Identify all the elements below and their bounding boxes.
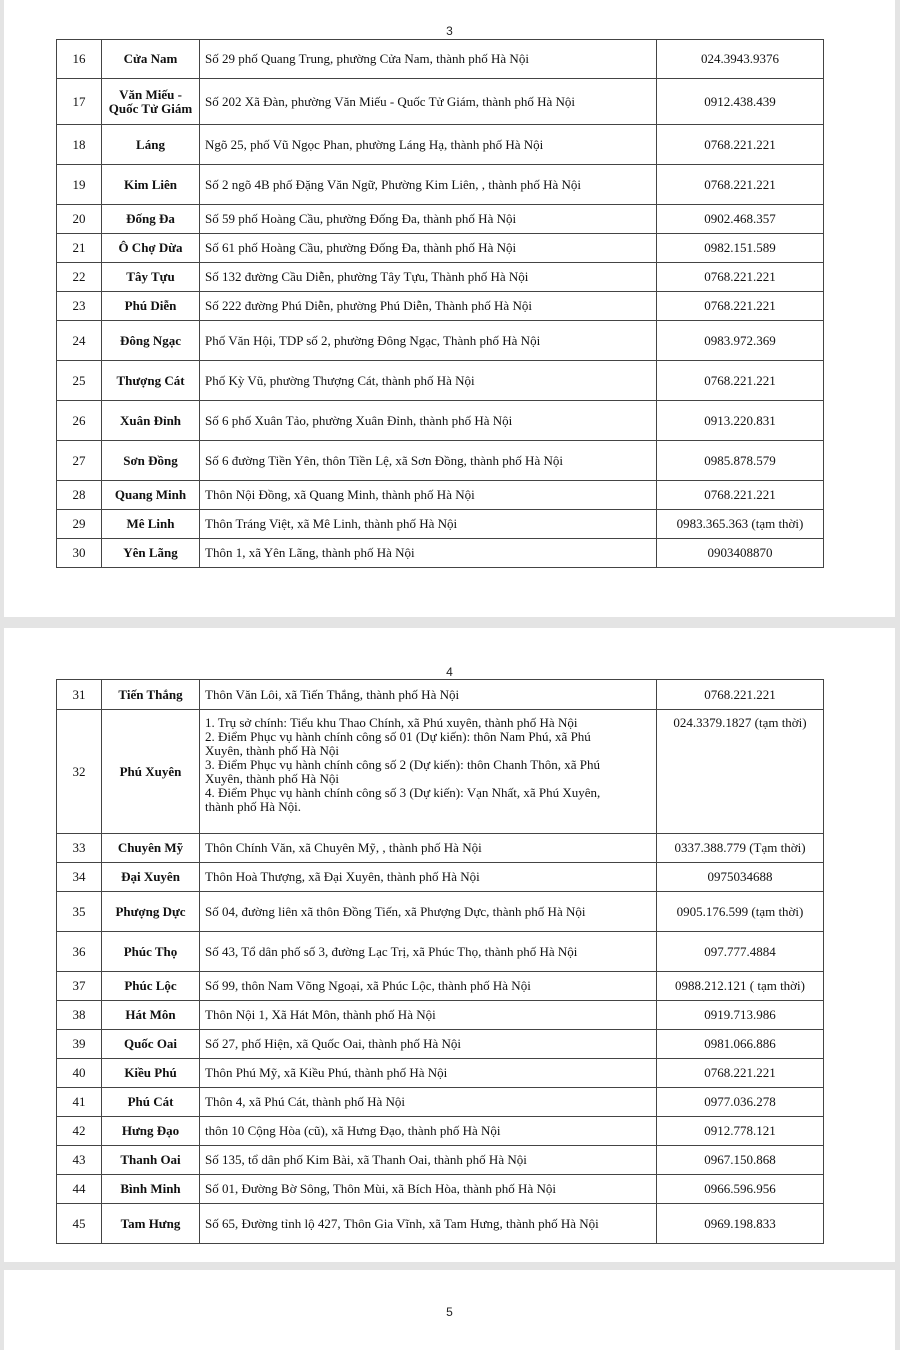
table-row [57,1001,824,1030]
row-number-cell: 20 [57,205,102,234]
row-number-cell: 19 [57,165,102,205]
row-number-cell: 28 [57,481,102,510]
office-name-cell: Đại Xuyên [102,863,200,892]
phone-cell: 0975034688 [657,863,824,892]
table-row [57,401,824,441]
address-cell: Thôn Hoà Thượng, xã Đại Xuyên, thành phố Hà Nội [200,863,657,892]
phone-cell: 0768.221.221 [657,361,824,401]
row-number-cell: 25 [57,361,102,401]
table-row [57,263,824,292]
row-number-cell: 18 [57,125,102,165]
office-name-cell: Chuyên Mỹ [102,834,200,863]
row-number-cell: 22 [57,263,102,292]
phone-cell: 0988.212.121 ( tạm thời) [657,972,824,1001]
office-name-cell: Phúc Lộc [102,972,200,1001]
address-line: 1. Trụ sở chính: Tiểu khu Thao Chính, xã Phú xuyên, thành phố Hà Nội [205,715,578,730]
row-number-cell: 33 [57,834,102,863]
page-number: 5 [446,1305,453,1319]
row-number-cell: 39 [57,1030,102,1059]
row-number-cell: 23 [57,292,102,321]
office-name-cell: Hưng Đạo [102,1117,200,1146]
table-row [57,481,824,510]
row-number-cell: 35 [57,892,102,932]
phone-cell: 0902.468.357 [657,205,824,234]
table-row [57,680,824,710]
row-number-cell: 44 [57,1175,102,1204]
office-name-cell: Hát Môn [102,1001,200,1030]
address-line: 3. Điểm Phục vụ hành chính công số 2 (Dự kiến): thôn Chanh Thôn, xã Phú [205,757,600,772]
address-cell: Số 65, Đường tỉnh lộ 427, Thôn Gia Vĩnh, xã Tam Hưng, thành phố Hà Nội [200,1204,657,1244]
document-page-4 [4,628,895,1262]
table-row [57,321,824,361]
table-row [57,932,824,972]
address-cell: Số 202 Xã Đàn, phường Văn Miếu - Quốc Tử Giám, thành phố Hà Nội [200,79,657,125]
phone-cell: 0967.150.868 [657,1146,824,1175]
table-row [57,1030,824,1059]
table-row [57,205,824,234]
office-name-cell: Thanh Oai [102,1146,200,1175]
phone-cell: 0337.388.779 (Tạm thời) [657,834,824,863]
address-cell: Số 04, đường liên xã thôn Đồng Tiến, xã Phượng Dực, thành phố Hà Nội [200,892,657,932]
row-number-cell: 34 [57,863,102,892]
office-name-cell: Cửa Nam [102,40,200,79]
table-row [57,863,824,892]
phone-cell: 0981.066.886 [657,1030,824,1059]
address-cell: Số 27, phố Hiện, xã Quốc Oai, thành phố Hà Nội [200,1030,657,1059]
table-row [57,539,824,568]
row-number-cell: 45 [57,1204,102,1244]
document-page-5 [4,1270,895,1350]
page-number: 3 [446,24,453,38]
table-row [57,292,824,321]
address-cell: Số 6 phố Xuân Tảo, phường Xuân Đỉnh, thành phố Hà Nội [200,401,657,441]
office-name-cell: Xuân Đỉnh [102,401,200,441]
phone-cell: 0768.221.221 [657,165,824,205]
address-cell: Thôn 4, xã Phú Cát, thành phố Hà Nội [200,1088,657,1117]
address-cell: Số 29 phố Quang Trung, phường Cửa Nam, thành phố Hà Nội [200,40,657,79]
office-name-cell: Quang Minh [102,481,200,510]
phone-cell: 0983.972.369 [657,321,824,361]
row-number-cell: 17 [57,79,102,125]
row-number-cell: 43 [57,1146,102,1175]
table-row [57,1117,824,1146]
row-number-cell: 32 [57,710,102,834]
office-name-cell: Kim Liên [102,165,200,205]
table-row [57,234,824,263]
office-name-cell: Ô Chợ Dừa [102,234,200,263]
office-name-cell: Thượng Cát [102,361,200,401]
address-line: 2. Điểm Phục vụ hành chính công số 01 (Dự kiến): thôn Nam Phú, xã Phú [205,729,591,744]
address-cell: Thôn Chính Văn, xã Chuyên Mỹ, , thành phố Hà Nội [200,834,657,863]
page-number: 4 [446,665,453,679]
table-row [57,1175,824,1204]
office-name-cell: Tiến Thắng [102,680,200,710]
address-cell: Số 01, Đường Bờ Sông, Thôn Mùi, xã Bích Hòa, thành phố Hà Nội [200,1175,657,1204]
office-name-cell: Phúc Thọ [102,932,200,972]
phone-cell: 0768.221.221 [657,481,824,510]
phone-cell: 0768.221.221 [657,1059,824,1088]
phone-cell: 0969.198.833 [657,1204,824,1244]
table-row [57,1088,824,1117]
address-cell: Phố Văn Hội, TDP số 2, phường Đông Ngạc, Thành phố Hà Nội [200,321,657,361]
address-cell: Số 6 đường Tiền Yên, thôn Tiền Lệ, xã Sơn Đồng, thành phố Hà Nội [200,441,657,481]
office-name-cell: Quốc Oai [102,1030,200,1059]
address-cell: Số 99, thôn Nam Võng Ngoại, xã Phúc Lộc, thành phố Hà Nội [200,972,657,1001]
address-cell: Thôn Văn Lôi, xã Tiến Thắng, thành phố Hà Nội [200,680,657,710]
row-number-cell: 29 [57,510,102,539]
table-row [57,710,824,834]
phone-cell: 097.777.4884 [657,932,824,972]
address-cell: Thôn Nội Đồng, xã Quang Minh, thành phố Hà Nội [200,481,657,510]
phone-cell: 0903408870 [657,539,824,568]
row-number-cell: 41 [57,1088,102,1117]
table-row [57,1146,824,1175]
row-number-cell: 40 [57,1059,102,1088]
phone-cell: 0905.176.599 (tạm thời) [657,892,824,932]
table-row [57,1204,824,1244]
address-cell [200,710,657,834]
office-name-cell: Phú Cát [102,1088,200,1117]
phone-cell: 0768.221.221 [657,263,824,292]
office-table [56,679,824,1244]
office-name-cell: Văn Miếu - Quốc Tử Giám [102,79,200,125]
office-name-cell: Đống Đa [102,205,200,234]
office-name-cell: Đông Ngạc [102,321,200,361]
row-number-cell: 16 [57,40,102,79]
phone-cell: 0983.365.363 (tạm thời) [657,510,824,539]
address-cell: Số 222 đường Phú Diễn, phường Phú Diễn, Thành phố Hà Nội [200,292,657,321]
address-cell: Thôn Nội 1, Xã Hát Môn, thành phố Hà Nội [200,1001,657,1030]
table-row [57,972,824,1001]
phone-cell: 024.3943.9376 [657,40,824,79]
office-name-cell: Phú Xuyên [102,710,200,834]
address-cell: thôn 10 Cộng Hòa (cũ), xã Hưng Đạo, thành phố Hà Nội [200,1117,657,1146]
row-number-cell: 31 [57,680,102,710]
address-cell: Số 43, Tổ dân phố số 3, đường Lạc Trị, xã Phúc Thọ, thành phố Hà Nội [200,932,657,972]
office-name-cell: Tam Hưng [102,1204,200,1244]
table-row [57,1059,824,1088]
table-row [57,361,824,401]
row-number-cell: 38 [57,1001,102,1030]
row-number-cell: 37 [57,972,102,1001]
table-row [57,510,824,539]
address-cell: Số 132 đường Cầu Diễn, phường Tây Tựu, Thành phố Hà Nội [200,263,657,292]
address-line: 4. Điểm Phục vụ hành chính công số 3 (Dự kiến): Vạn Nhất, xã Phú Xuyên, [205,785,601,800]
address-cell: Phố Kỳ Vũ, phường Thượng Cát, thành phố Hà Nội [200,361,657,401]
office-name-cell: Tây Tựu [102,263,200,292]
table-row [57,125,824,165]
document-page-3 [4,0,895,617]
row-number-cell: 42 [57,1117,102,1146]
address-cell: Số 59 phố Hoàng Cầu, phường Đống Đa, thành phố Hà Nội [200,205,657,234]
phone-cell: 0912.778.121 [657,1117,824,1146]
office-name-cell: Láng [102,125,200,165]
table-row [57,40,824,79]
table-row [57,441,824,481]
address-line: thành phố Hà Nội. [205,799,302,814]
phone-cell: 0966.596.956 [657,1175,824,1204]
address-cell: Thôn Phú Mỹ, xã Kiều Phú, thành phố Hà Nội [200,1059,657,1088]
row-number-cell: 27 [57,441,102,481]
address-cell: Số 135, tổ dân phố Kim Bài, xã Thanh Oai, thành phố Hà Nội [200,1146,657,1175]
office-name-cell: Phú Diễn [102,292,200,321]
address-cell: Thôn Tráng Việt, xã Mê Linh, thành phố Hà Nội [200,510,657,539]
phone-cell: 0768.221.221 [657,680,824,710]
office-name-cell: Sơn Đồng [102,441,200,481]
phone-cell: 0977.036.278 [657,1088,824,1117]
phone-cell: 0768.221.221 [657,292,824,321]
address-line: Xuyên, thành phố Hà Nội [205,743,339,758]
address-cell: Số 61 phố Hoàng Cầu, phường Đống Đa, thành phố Hà Nội [200,234,657,263]
table-row [57,79,824,125]
office-name-cell: Yên Lãng [102,539,200,568]
phone-cell: 0912.438.439 [657,79,824,125]
phone-cell: 0985.878.579 [657,441,824,481]
office-name-cell: Mê Linh [102,510,200,539]
table-row [57,165,824,205]
office-name-cell: Bình Minh [102,1175,200,1204]
row-number-cell: 21 [57,234,102,263]
office-name-cell: Kiều Phú [102,1059,200,1088]
phone-cell: 0768.221.221 [657,125,824,165]
phone-cell: 0919.713.986 [657,1001,824,1030]
row-number-cell: 26 [57,401,102,441]
row-number-cell: 24 [57,321,102,361]
table-row [57,834,824,863]
address-cell: Số 2 ngõ 4B phố Đặng Văn Ngữ, Phường Kim Liên, , thành phố Hà Nội [200,165,657,205]
row-number-cell: 36 [57,932,102,972]
address-cell: Ngõ 25, phố Vũ Ngọc Phan, phường Láng Hạ, thành phố Hà Nội [200,125,657,165]
row-number-cell: 30 [57,539,102,568]
phone-cell: 024.3379.1827 (tạm thời) [657,710,824,834]
table-row [57,892,824,932]
address-cell: Thôn 1, xã Yên Lãng, thành phố Hà Nội [200,539,657,568]
phone-cell: 0982.151.589 [657,234,824,263]
phone-cell: 0913.220.831 [657,401,824,441]
office-name-cell: Phượng Dực [102,892,200,932]
office-table [56,39,824,568]
address-line: Xuyên, thành phố Hà Nội [205,771,339,786]
